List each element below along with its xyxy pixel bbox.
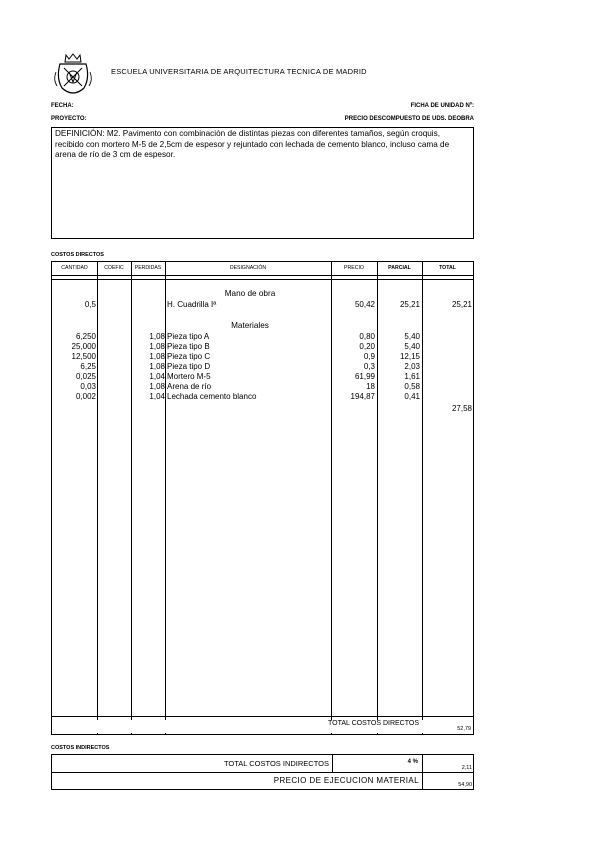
- indirectos-percent: 4 %: [407, 759, 418, 765]
- total-indirectos-value: 2,11: [461, 765, 472, 771]
- cell-perdidas: 1,08: [149, 352, 165, 361]
- table-row: [52, 404, 473, 414]
- precio-descompuesto-label: PRECIO DESCOMPUESTO DE UDS. DEOBRA: [344, 116, 474, 122]
- cell-precio: 50,42: [354, 300, 375, 309]
- col-coefic: COEFIC: [104, 265, 124, 271]
- cell-designacion: H. Cuadrilla Iª: [167, 300, 217, 309]
- total-indirectos-label: TOTAL COSTOS INDIRECTOS: [223, 759, 329, 768]
- cell-designacion: Mortero M-5: [167, 372, 211, 381]
- cell-cantidad: 25,000: [71, 342, 96, 351]
- school-name: ESCUELA UNIVERSITARIA DE ARQUITECTURA TECNICA DE MADRID: [111, 67, 367, 76]
- ficha-label: FICHA DE UNIDAD Nº:: [410, 103, 474, 109]
- row-separator: [52, 772, 473, 773]
- costos-indirectos-table: [51, 754, 474, 790]
- proyecto-label: PROYECTO:: [51, 116, 87, 122]
- table-row: [52, 362, 473, 372]
- cell-designacion: Pieza tipo A: [167, 332, 210, 341]
- col-cantidad: CANTIDAD: [61, 265, 88, 271]
- cell-perdidas: 1,08: [149, 362, 165, 371]
- definition-box: [51, 127, 474, 239]
- school-crest-logo: [52, 52, 94, 98]
- cell-designacion: Pieza tipo C: [167, 352, 211, 361]
- cell-parcial: 1,61: [404, 372, 420, 381]
- pem-value: 54,90: [458, 782, 472, 788]
- table-row: [52, 352, 473, 362]
- cell-designacion: Lechada cemento blanco: [167, 392, 257, 401]
- cell-perdidas: 1,08: [149, 342, 165, 351]
- cell-perdidas: 1,04: [149, 372, 165, 381]
- header-separator: [52, 279, 473, 280]
- cell-parcial: 5,40: [404, 342, 420, 351]
- cell-parcial: 0,58: [404, 382, 420, 391]
- table-row: [52, 342, 473, 352]
- costos-indirectos-label: COSTOS INDIRECTOS: [51, 745, 110, 751]
- total-directos-value: 52,79: [423, 726, 473, 732]
- cell-cantidad: 6,25: [80, 362, 96, 371]
- cell-perdidas: 1,08: [149, 332, 165, 341]
- total-costos-directos-row: [52, 716, 473, 734]
- table-row: [52, 332, 473, 342]
- group-materiales: Materiales: [231, 321, 269, 330]
- total-directos-label: TOTAL COSTOS DIRECTOS: [52, 720, 423, 733]
- cell-designacion: Arena de río: [167, 382, 212, 391]
- cell-precio: 0,9: [363, 352, 375, 361]
- group-mano-de-obra: Mano de obra: [224, 289, 276, 298]
- cell-precio: 194,87: [350, 392, 375, 401]
- cell-cantidad: 0,002: [75, 392, 96, 401]
- cell-precio: 0,20: [359, 342, 375, 351]
- pem-label: PRECIO DE EJECUCION MATERIAL: [273, 776, 419, 785]
- cell-precio: 0,3: [363, 362, 375, 371]
- cell-parcial: 25,21: [399, 300, 420, 309]
- definition-text: DEFINICIÓN: M2. Pavimento con combinación de distintas piezas con diferentes tamaños, según croquis, recibido con mortero M-5 de 2,5cm de espesor y rejuntado con lechada de cemento blanco, incluso cama de arena de río de 3 cm de espesor.: [55, 129, 450, 159]
- cell-cantidad: 6,250: [75, 332, 96, 341]
- col-parcial: PARCIAL: [388, 265, 411, 271]
- cell-cantidad: 0,025: [75, 372, 96, 381]
- cell-precio: 61,99: [354, 372, 375, 381]
- cell-precio: 18: [366, 382, 375, 391]
- costos-directos-label: COSTOS DIRECTOS: [51, 252, 104, 258]
- col-perdidas: PERDIDAS: [134, 265, 162, 271]
- col-total: TOTAL: [439, 265, 456, 271]
- table-row: [52, 300, 473, 310]
- col-precio: PRECIO: [344, 265, 364, 271]
- cell-cantidad: 12,500: [71, 352, 96, 361]
- cell-cantidad: 0,5: [84, 300, 96, 309]
- cell-designacion: Pieza tipo D: [167, 362, 211, 371]
- table-row: [52, 372, 473, 382]
- cell-total: 25,21: [451, 300, 472, 309]
- cell-precio: 0,80: [359, 332, 375, 341]
- cell-perdidas: 1,04: [149, 392, 165, 401]
- cell-cantidad: 0,03: [80, 382, 96, 391]
- costos-directos-table: [51, 261, 474, 735]
- fecha-label: FECHA:: [51, 103, 74, 109]
- cell-parcial: 12,15: [399, 352, 420, 361]
- cell-parcial: 0,41: [404, 392, 420, 401]
- table-row: [52, 382, 473, 392]
- col-designacion: DESIGNACIÓN: [229, 265, 267, 271]
- cell-parcial: 2,03: [404, 362, 420, 371]
- table-row: [52, 392, 473, 402]
- cell-designacion: Pieza tipo B: [167, 342, 210, 351]
- cell-perdidas: 1,08: [149, 382, 165, 391]
- materiales-subtotal: 27,58: [451, 404, 472, 413]
- cell-parcial: 5,40: [404, 332, 420, 341]
